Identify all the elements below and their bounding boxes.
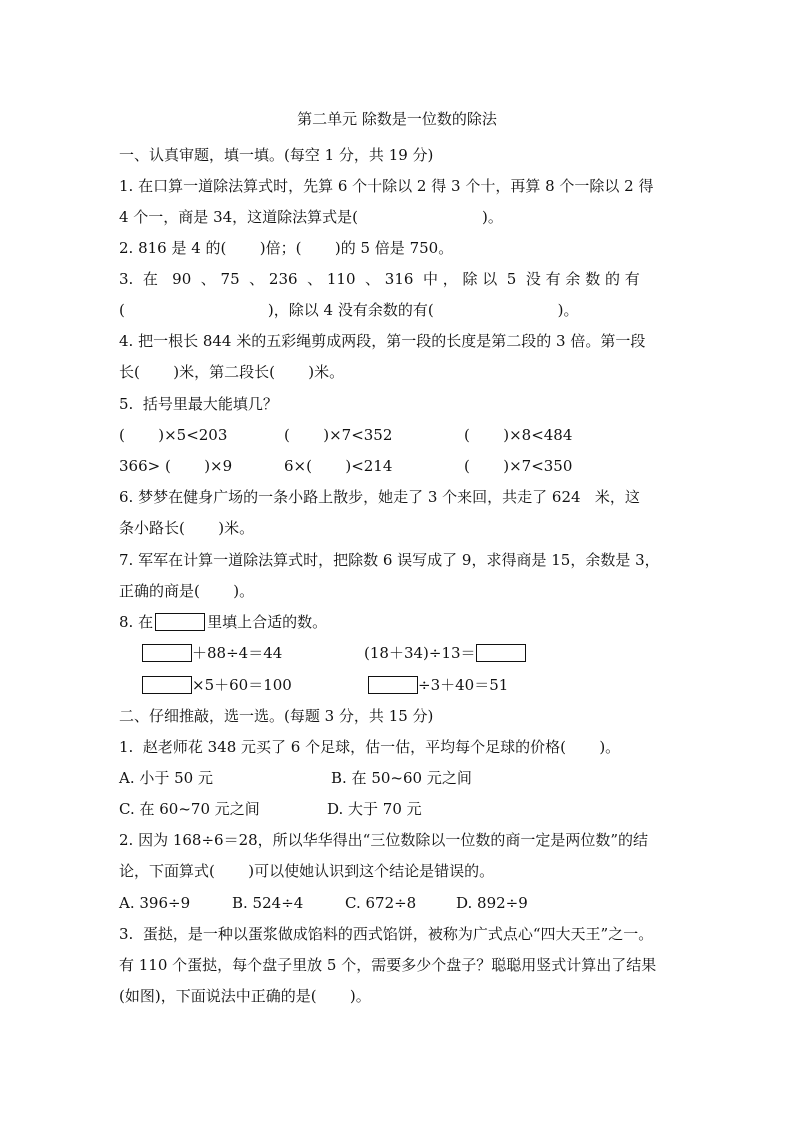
- q5-item: ( )×8<484: [464, 426, 573, 444]
- s2-q3-line3: (如图)，下面说法中正确的是( )。: [119, 987, 371, 1005]
- q4-line2: 长( )米，第二段长( )米。: [119, 363, 345, 381]
- section1-heading: 一、认真审题，填一填。(每空 1 分，共 19 分): [119, 146, 434, 164]
- q8-eq3: [142, 675, 292, 695]
- q8-eq1: [142, 643, 282, 663]
- q8-eq4: [368, 675, 508, 695]
- section2-heading: 二、仔细推敲，选一选。(每题 3 分，共 15 分): [119, 707, 434, 725]
- s2-q2-line2: 论，下面算式( )可以使她认识到这个结论是错误的。: [119, 862, 495, 880]
- q5-item: ( )×7<352: [284, 426, 393, 444]
- s2-q2-option-d[interactable]: D. 892÷9: [456, 894, 528, 912]
- q5-heading: 5. 括号里最大能填几？: [119, 395, 278, 413]
- s2-q1-option-c[interactable]: C. 在 60~70 元之间: [119, 800, 260, 818]
- q8-heading: [119, 612, 327, 632]
- s2-q3-line1: 3. 蛋挞，是一种以蛋浆做成馅料的西式馅饼，被称为广式点心“四大天王”之一。: [119, 925, 654, 943]
- q5-item: ( )×5<203: [119, 426, 228, 444]
- q7-line2: 正确的商是( )。: [119, 582, 255, 600]
- q8-eq2-text: (18＋34)÷13＝: [364, 644, 476, 662]
- s2-q2-option-c[interactable]: C. 672÷8: [345, 894, 417, 912]
- q6-line2: 条小路长( )米。: [119, 519, 255, 537]
- s2-q1-option-a[interactable]: A. 小于 50 元: [119, 769, 213, 787]
- answer-box[interactable]: [142, 644, 192, 662]
- answer-box[interactable]: [476, 644, 526, 662]
- answer-box[interactable]: [368, 676, 418, 694]
- q5-item: 6×( )<214: [284, 457, 393, 475]
- page-title: 第二单元 除数是一位数的除法: [297, 110, 497, 128]
- s2-q3-line2: 有 110 个蛋挞，每个盘子里放 5 个，需要多少个盘子？聪聪用竖式计算出了结果: [119, 956, 657, 974]
- s2-q1-stem: 1. 赵老师花 348 元买了 6 个足球，估一估，平均每个足球的价格( )。: [119, 738, 621, 756]
- q3-line2: ( )，除以 4 没有余数的有( )。: [119, 301, 579, 319]
- q8-eq3-text: ×5＋60＝100: [192, 676, 292, 694]
- q5-item: 366> ( )×9: [119, 457, 233, 475]
- q5-item: ( )×7<350: [464, 457, 573, 475]
- s2-q1-option-b[interactable]: B. 在 50~60 元之间: [331, 769, 472, 787]
- q4-line1: 4. 把一根长 844 米的五彩绳剪成两段，第一段的长度是第二段的 3 倍。第一段: [119, 332, 646, 350]
- q8-prefix: 8. 在: [119, 613, 154, 631]
- q1-line2: 4 个一，商是 34，这道除法算式是( )。: [119, 208, 503, 226]
- s2-q1-option-d[interactable]: D. 大于 70 元: [327, 800, 422, 818]
- answer-box[interactable]: [142, 676, 192, 694]
- q1-line1: 1. 在口算一道除法算式时，先算 6 个十除以 2 得 3 个十，再算 8 个一除以 2 得: [119, 177, 654, 195]
- q8-eq2: [364, 643, 526, 663]
- s2-q2-line1: 2. 因为 168÷6＝28，所以华华得出“三位数除以一位数的商一定是两位数”的结: [119, 831, 649, 849]
- q8-eq1-text: ＋88÷4＝44: [192, 644, 283, 662]
- q3-line1: 3. 在 90 、 75 、 236 、 110 、 316 中 ， 除 以 5 没 有 余 数 的 有: [119, 270, 640, 288]
- q2-text: 2. 816 是 4 的( )倍；( )的 5 倍是 750。: [119, 239, 454, 257]
- q8-eq4-text: ÷3＋40＝51: [418, 676, 509, 694]
- s2-q2-option-a[interactable]: A. 396÷9: [119, 894, 191, 912]
- answer-box[interactable]: [155, 613, 205, 631]
- s2-q2-option-b[interactable]: B. 524÷4: [232, 894, 304, 912]
- q8-suffix: 里填上合适的数。: [207, 613, 328, 631]
- q7-line1: 7. 军军在计算一道除法算式时，把除数 6 误写成了 9，求得商是 15，余数是 3，: [119, 551, 660, 569]
- q6-line1: 6. 梦梦在健身广场的一条小路上散步，她走了 3 个来回，共走了 624 米，这: [119, 488, 640, 506]
